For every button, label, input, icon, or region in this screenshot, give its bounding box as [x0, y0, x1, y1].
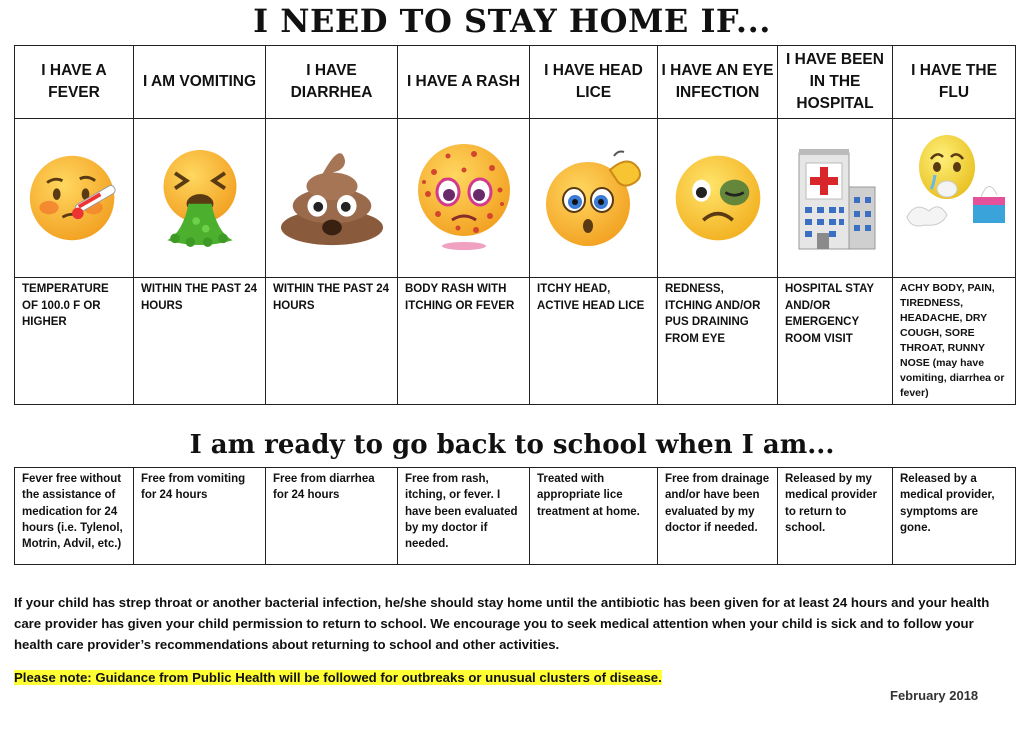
desc-rash: BODY RASH WITH ITCHING OR FEVER: [398, 278, 530, 405]
desc-vomiting: WITHIN THE PAST 24 HOURS: [134, 278, 266, 405]
header-fever: I HAVE A FEVER: [15, 46, 134, 119]
return-eye-infection: Free from drainage and/or have been evaluated by my doctor if needed.: [658, 468, 778, 565]
rash-cell: [398, 119, 530, 278]
flu-cell: [893, 119, 1016, 278]
head-scratch-face-icon: [544, 148, 644, 248]
desc-eye-infection: REDNESS, ITCHING AND/OR PUS DRAINING FROM EYE: [658, 278, 778, 405]
desc-head-lice: ITCHY HEAD, ACTIVE HEAD LICE: [530, 278, 658, 405]
public-health-note: [14, 667, 1004, 688]
poop-icon: [278, 148, 386, 248]
return-diarrhea: Free from diarrhea for 24 hours: [266, 468, 398, 565]
header-eye-infection: I HAVE AN EYE INFECTION: [658, 46, 778, 119]
hospital-cell: [778, 119, 893, 278]
head-lice-cell: [530, 119, 658, 278]
header-head-lice: I HAVE HEAD LICE: [530, 46, 658, 119]
return-flu: Released by a medical provider, symptoms are gone.: [893, 468, 1016, 565]
date-label: February 2018: [890, 688, 979, 703]
stay-home-table: [14, 45, 1016, 405]
return-head-lice: Treated with appropriate lice treatment at home.: [530, 468, 658, 565]
vomiting-face-icon: [152, 148, 248, 248]
desc-hospital: HOSPITAL STAY AND/OR EMERGENCY ROOM VISIT: [778, 278, 893, 405]
strep-paragraph: If your child has strep throat or another bacterial infection, he/she should stay home until the antibiotic has been given for at least 24 hours and your health care provider has given your child permission to return to school. We encourage you to seek medical attention when your child is sick and to follow your health care provider’s recommendations about returning to school and other activities.: [14, 595, 990, 652]
fever-thermometer-face-icon: [26, 150, 122, 246]
return-hospital: Released by my medical provider to return to school.: [778, 468, 893, 565]
public-health-note-text: Please note: Guidance from Public Health will be followed for outbreaks or unusual clusters of disease.: [14, 670, 662, 685]
page-title: I NEED TO STAY HOME IF...: [253, 2, 771, 40]
return-fever: Fever free without the assistance of medication for 24 hours (i.e. Tylenol, Motrin, Advil, etc.): [15, 468, 134, 565]
eye-infection-face-icon: [672, 152, 764, 244]
rash-face-icon: [414, 142, 514, 254]
header-flu: I HAVE THE FLU: [893, 46, 1016, 119]
header-hospital: I HAVE BEEN IN THE HOSPITAL: [778, 46, 893, 119]
diarrhea-cell: [266, 119, 398, 278]
fever-cell: [15, 119, 134, 278]
return-title: I am ready to go back to school when I am...: [189, 430, 835, 460]
desc-fever: TEMPERATURE OF 100.0 F OR HIGHER: [15, 278, 134, 405]
hospital-icon: [791, 143, 879, 253]
eye-infection-cell: [658, 119, 778, 278]
desc-flu: ACHY BODY, PAIN, TIREDNESS, HEADACHE, DRY COUGH, SORE THROAT, RUNNY NOSE (may have vomiting, diarrhea or fever): [893, 278, 1016, 405]
return-rash: Free from rash, itching, or fever. I have been evaluated by my doctor if needed.: [398, 468, 530, 565]
header-rash: I HAVE A RASH: [398, 46, 530, 119]
header-diarrhea: I HAVE DIARRHEA: [266, 46, 398, 119]
header-vomiting: I AM VOMITING: [134, 46, 266, 119]
return-vomiting: Free from vomiting for 24 hours: [134, 468, 266, 565]
flu-tissue-face-icon: [899, 133, 1009, 233]
desc-diarrhea: WITHIN THE PAST 24 HOURS: [266, 278, 398, 405]
return-table: [14, 467, 1016, 565]
vomiting-cell: [134, 119, 266, 278]
